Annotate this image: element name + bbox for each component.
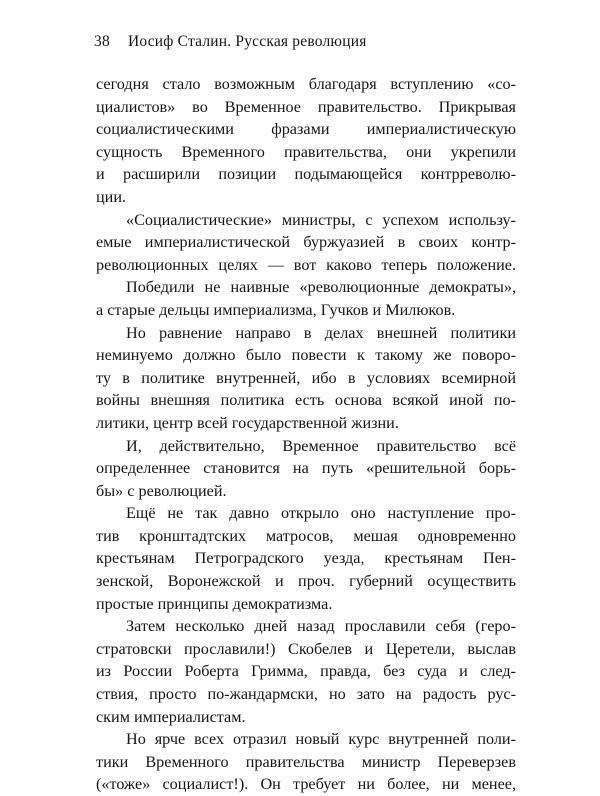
running-title: Иосиф Сталин. Русская революция [127,33,367,50]
text-line: бы» с революцией. [96,481,227,500]
page-number: 38 [94,33,110,50]
text-line: Ещё не так давно открыло оно наступление про- [126,504,516,523]
text-line: из России Роберта Гримма, правда, без суда и след- [96,662,516,681]
text-line: крестьянам Петроградского уезда, крестьянам Пен- [96,549,516,568]
text-line: ту в политике внутренней, ибо в условиях всемирной [96,368,516,387]
text-line: («тоже» социалист!). Он требует ни более, ни менее, [96,775,516,794]
text-line: «Социалистические» министры, с успехом использу- [126,210,516,229]
text-line: сущность Временного правительства, они укрепили [96,142,516,161]
text-line: циалистов» во Временное правительство. Прикрывая [96,97,516,116]
text-line: ции. [96,187,127,206]
text-line: социалистическими фразами империалистическую [96,120,516,139]
text-line: стратовски прославили!) Скобелев и Церетели, выслав [96,639,516,658]
text-line: ствия, просто по-жандармски, но зато на радость рус- [96,685,516,704]
body-text [96,73,516,796]
text-line: простые принципы демократизма. [96,594,333,613]
text-line: Затем несколько дней назад прославили себя (геро- [126,617,516,636]
text-line: емые империалистической буржуазией в своих контр- [96,233,516,252]
text-line: зенской, Воронежской и проч. губерний осуществить [96,572,516,591]
text-line: литики, центр всей государственной жизни. [96,413,399,432]
text-line: ским империалистам. [96,707,246,726]
text-line: революционных целях — вот каково теперь положение. [96,255,516,274]
text-line: Но ярче всех отразил новый курс внутренней поли- [126,730,516,749]
text-line: определеннее становится на путь «решительной борь- [96,459,516,478]
text-line: тив кронштадтских матросов, мешая одновременно [96,526,516,545]
text-line: И, действительно, Временное правительство всё [126,436,516,455]
running-header [94,33,367,51]
text-line: а старые дельцы империализма, Гучков и Милюков. [96,300,456,319]
text-line: Но равнение направо в делах внешней политики [126,323,516,342]
text-line: и расширили позиции подымающейся контрреволю- [96,165,516,184]
text-line: войны внешняя политика есть основа всякой иной по- [96,391,516,410]
text-line: Победили не наивные «революционные демократы», [126,278,516,297]
text-line: неминуемо должно было повести к такому же поворо- [96,346,516,365]
text-line: тики Временного правительства министр Переверзев [96,752,516,771]
text-line: сегодня стало возможным благодаря вступлению «со- [96,75,516,93]
